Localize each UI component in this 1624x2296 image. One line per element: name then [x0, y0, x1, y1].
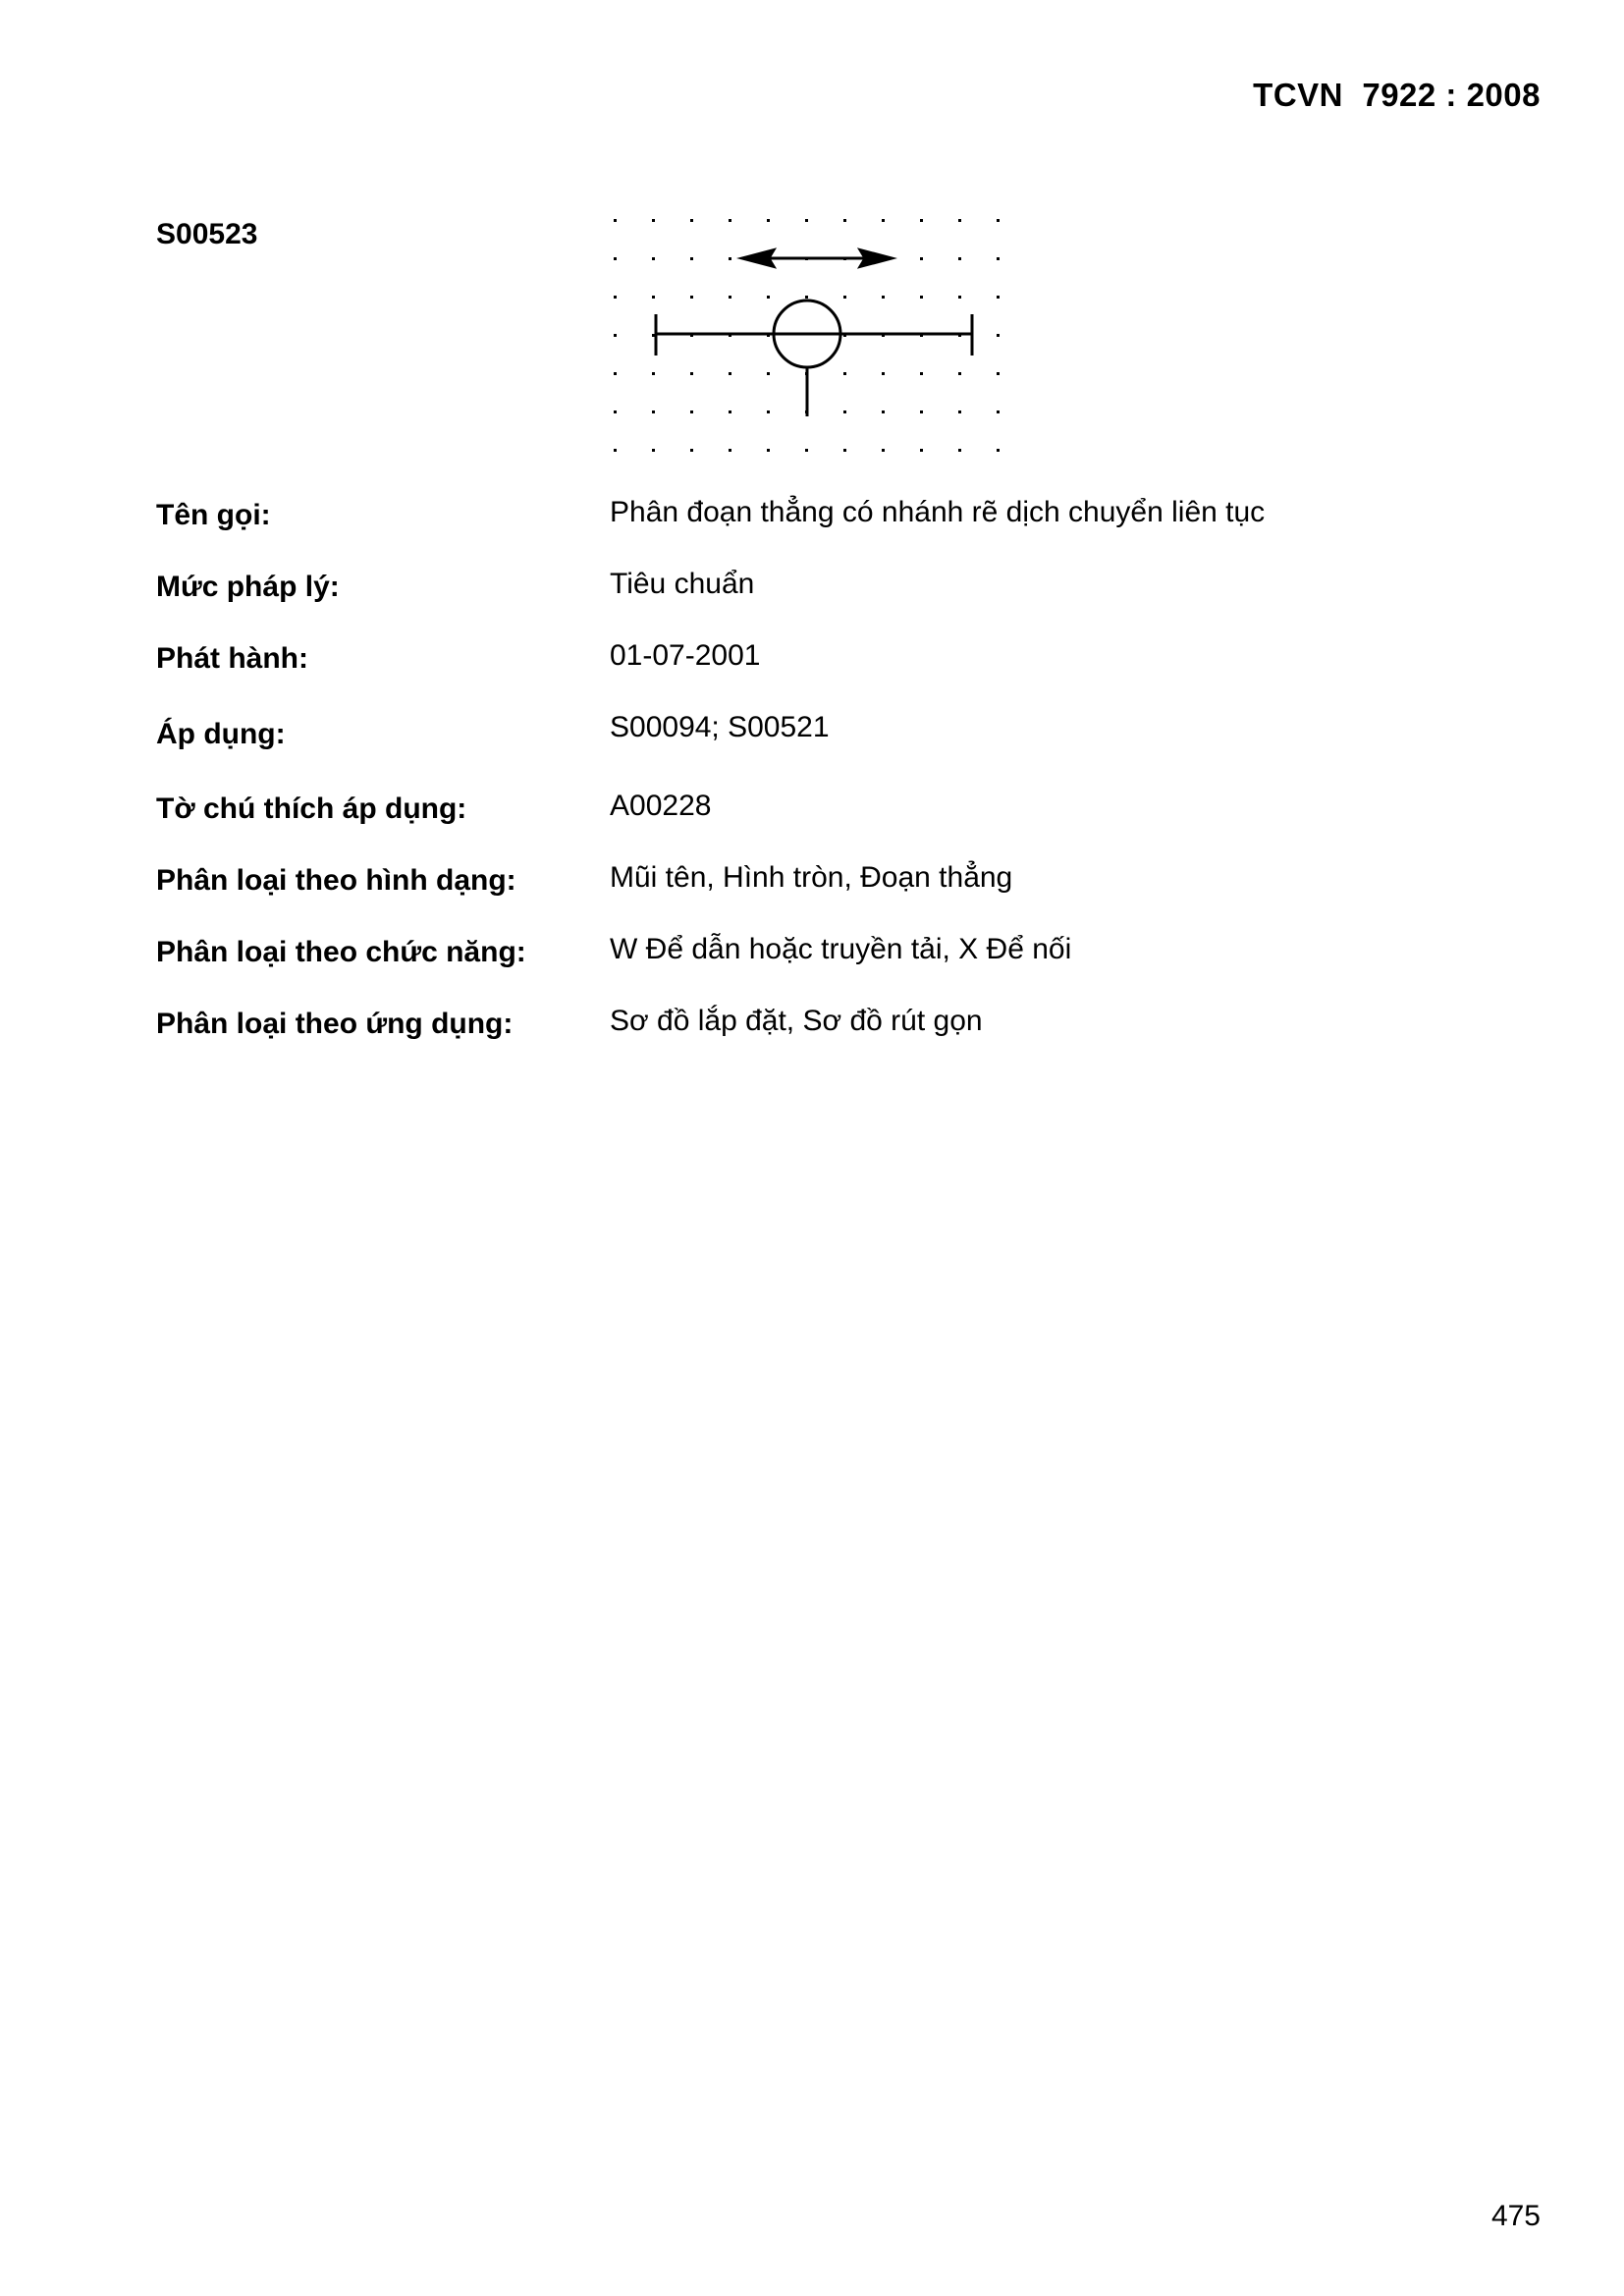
properties-table [156, 496, 1531, 1079]
property-row-release-date [156, 639, 1531, 714]
property-row-annotation-sheet [156, 790, 1531, 864]
property-row-name [156, 496, 1531, 571]
property-label: Tờ chú thích áp dụng: [156, 793, 467, 825]
property-label: Phát hành: [156, 642, 308, 675]
property-value: 01-07-2001 [610, 639, 761, 672]
page-number: 475 [1490, 2200, 1541, 2232]
property-row-legal-level [156, 568, 1531, 642]
property-value: A00228 [610, 790, 712, 822]
property-label: Áp dụng: [156, 718, 286, 750]
property-value: Sơ đồ lắp đặt, Sơ đồ rút gọn [610, 1005, 983, 1037]
property-row-function-class [156, 933, 1531, 1008]
bidirectional-arrow [738, 248, 895, 268]
standard-code: TCVN 7922 : 2008 [1253, 77, 1541, 113]
property-label: Phân loại theo ứng dụng: [156, 1008, 514, 1040]
property-row-applies [156, 711, 1531, 793]
property-row-application-class [156, 1005, 1531, 1079]
property-label: Tên gọi: [156, 499, 271, 531]
line-segment-with-branch-and-bidirectional-arrow-icon [601, 208, 1013, 464]
property-label: Phân loại theo chức năng: [156, 936, 526, 968]
property-value: Phân đoạn thẳng có nhánh rẽ dịch chuyển liên tục [610, 496, 1266, 528]
line-segment [656, 301, 972, 416]
property-value: S00094; S00521 [610, 711, 830, 743]
property-value: Mũi tên, Hình tròn, Đoạn thẳng [610, 861, 1013, 894]
symbol-id: S00523 [156, 218, 258, 250]
property-label: Mức pháp lý: [156, 571, 340, 603]
property-value: W Để dẫn hoặc truyền tải, X Để nối [610, 933, 1072, 965]
property-value: Tiêu chuẩn [610, 568, 755, 600]
property-row-shape-class [156, 861, 1531, 936]
property-label: Phân loại theo hình dạng: [156, 864, 516, 897]
